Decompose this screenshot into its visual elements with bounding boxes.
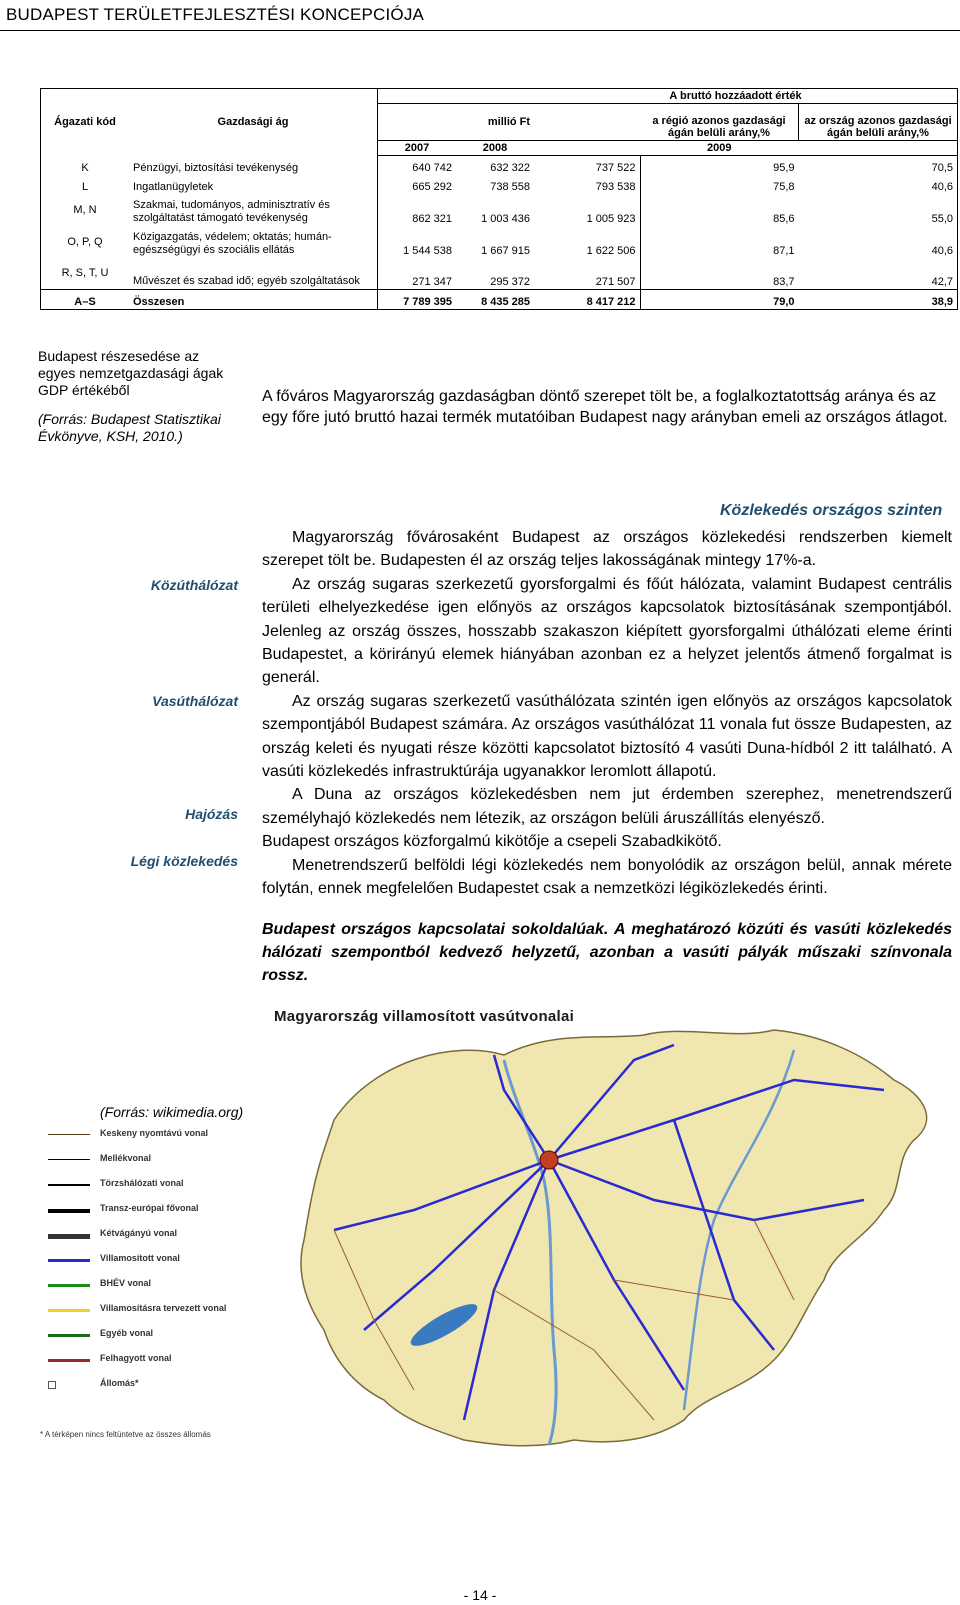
paragraph: Budapest országos közforgalmú kikötője a csepeli Szabadkikötő. (262, 833, 722, 851)
cell-name: Összesen (129, 290, 378, 310)
legend-label: Keskeny nyomtávú vonal (100, 1128, 209, 1138)
table-row (41, 258, 958, 290)
table-caption (38, 348, 238, 445)
cell-name: Ingatlanügyletek (129, 175, 378, 194)
table-total-row (41, 290, 958, 310)
cell-code: O, P, Q (41, 226, 130, 258)
cell-country: 40,6 (799, 175, 958, 194)
map-source: (Forrás: wikimedia.org) (100, 1104, 244, 1120)
cell-name: Közigazgatás, védelem; oktatás; humán-egészségügyi és szociális ellátás (129, 226, 378, 258)
side-label-ship: Hajózás (185, 806, 238, 822)
paragraph: Az ország sugaras szerkezetű vasúthálózata szintén igen előnyös az országos kapcsolatok szempontjából Budapest számára. Az országos vasúthálózat 11 vonala fut össze Budapesten, az ország keleti és nyugati része közötti kapcsolatot biztosító 4 vasúti Duna-hídból 2 itt található. A vasúti közlekedés infrastruktúrája ugyanakkor leromlott állapotú. (262, 692, 952, 781)
cell-region: 75,8 (773, 180, 795, 193)
th-mft: millió Ft (378, 104, 641, 141)
cell-2007: 1 544 538 (403, 244, 452, 257)
cell-name: Pénzügyi, biztosítási tevékenység (129, 156, 378, 175)
header-title: BUDAPEST TERÜLETFEJLESZTÉSI KONCEPCIÓJA (6, 5, 425, 24)
caption-source: (Forrás: Budapest Statisztikai Évkönyve, KSH, 2010.) (38, 411, 221, 444)
legend-label: Villamosított vonal (100, 1253, 180, 1263)
cell-region: 95,9 (773, 161, 795, 174)
legend-label: Transz-európai fővonal (100, 1203, 199, 1213)
legend-swatch (48, 1184, 90, 1186)
cell-country: 70,5 (799, 156, 958, 175)
th-country: az ország azonos gazdasági ágán belüli arány,% (799, 104, 958, 141)
cell-region: 83,7 (773, 276, 795, 288)
cell-region: 79,0 (640, 290, 799, 310)
th-2009: 2009 (640, 141, 799, 156)
legend-label: Felhagyott vonal (100, 1353, 172, 1363)
legend-swatch (48, 1134, 90, 1135)
map-title: Magyarország villamosított vasútvonalai (274, 1008, 575, 1025)
legend-item (48, 1178, 268, 1192)
cell-2008: 1 667 915 (481, 244, 530, 257)
th-2007: 2007 (378, 141, 457, 156)
cell-2009: 8 417 212 (534, 290, 640, 310)
gdp-table (40, 88, 958, 310)
cell-code: A–S (41, 290, 130, 310)
legend-swatch (48, 1259, 90, 1262)
legend-item (48, 1128, 268, 1142)
cell-country: 55,0 (799, 194, 958, 226)
paragraph: Menetrendszerű belföldi légi közlekedés nem bonyolódik az országon belül, annak mérete folytán, ennek megfelelően Budapestet csak a nemzetközi légiközlekedés érinti. (262, 856, 952, 898)
paragraph: A Duna az országos közlekedésben nem jut érdemben szerephez, menetrendszerű személyhajó közlekedés nem létezik, az országon belüli áruszállítás elenyésző. (262, 786, 952, 827)
caption-text: Budapest részesedése az egyes nemzetgazdasági ágak GDP értékéből (38, 348, 224, 398)
side-label-road: Közúthálózat (150, 577, 238, 593)
legend-item (48, 1303, 268, 1317)
th-2008: 2008 (456, 141, 534, 156)
cell-2008: 1 003 436 (481, 212, 530, 225)
section-body (262, 526, 952, 901)
cell-name: Művészet és szabad idő; egyéb szolgáltatások (129, 258, 378, 290)
legend-swatch (48, 1359, 90, 1362)
cell-2007: 271 347 (412, 276, 452, 288)
cell-country: 38,9 (799, 290, 958, 310)
th-region: a régió azonos gazdasági ágán belüli arány,% (640, 104, 799, 141)
legend-swatch (48, 1381, 56, 1389)
cell-name: Szakmai, tudományos, adminisztratív és szolgáltatást támogató tevékenység (129, 194, 378, 226)
th-group: A bruttó hozzáadott érték (378, 89, 958, 104)
legend-item (48, 1153, 268, 1167)
section-title: Közlekedés országos szinten (720, 502, 943, 519)
side-label-air: Légi közlekedés (130, 853, 238, 869)
map-country-shape (301, 1030, 927, 1446)
legend-item (48, 1278, 268, 1292)
conclusion-text: Budapest országos kapcsolatai sokoldalúak. A meghatározó közúti és vasúti közlekedés hálózati szempontból kedvező helyzetű, azonban a vasúti pályák műszaki színvonala rossz. (262, 921, 952, 984)
cell-2007: 7 789 395 (378, 290, 457, 310)
intro-paragraph: A főváros Magyarország gazdaságban döntő szerepet tölt be, a foglalkoztatottság aránya és az egy főre jutó bruttó hazai termék mutatóiban Budapest nagy arányban emeli az országos átlagot. (262, 388, 948, 426)
cell-code: K (41, 156, 130, 175)
legend-swatch (48, 1334, 90, 1337)
legend-item (48, 1253, 268, 1267)
cell-2009: 1 622 506 (534, 226, 640, 258)
cell-2008: 295 372 (490, 276, 530, 288)
legend-item (48, 1203, 268, 1217)
legend-label: Állomás* (100, 1378, 139, 1388)
legend-label: Egyéb vonal (100, 1328, 154, 1338)
cell-2009: 271 507 (534, 258, 640, 290)
legend-swatch (48, 1284, 90, 1287)
cell-2009: 793 538 (534, 175, 640, 194)
cell-2008: 738 558 (490, 180, 530, 193)
page-number: - 14 - (463, 1587, 497, 1603)
legend-label: BHÉV vonal (100, 1278, 152, 1288)
legend-item (48, 1228, 268, 1242)
map-note: * A térképen nincs feltüntetve az összes állomás (40, 1430, 211, 1439)
legend-label: Mellékvonal (100, 1153, 152, 1163)
cell-2007: 640 742 (412, 161, 452, 174)
legend-item (48, 1328, 268, 1342)
legend-swatch (48, 1159, 90, 1160)
table-row (41, 226, 958, 258)
table-row (41, 175, 958, 194)
cell-2009: 1 005 923 (534, 194, 640, 226)
cell-region: 85,6 (773, 212, 795, 225)
legend-item (48, 1353, 268, 1367)
paragraph: Az ország sugaras szerkezetű gyorsforgalmi és főút hálózata, valamint Budapest centrális területi elhelyezkedése igen előnyös az országos kapcsolatok biztosításának szempontjából. Jelenleg az ország összes, hosszabb szakaszon kiépített gyorsforgalmi úthálózati eleme érinti Budapestet, a körirányú elemek hiányában azonban ez a helyzet jelentős átmenő forgalmat is generál. (262, 575, 952, 687)
side-label-rail: Vasúthálózat (152, 693, 238, 709)
table-row (41, 156, 958, 175)
cell-region: 87,1 (773, 244, 795, 257)
legend-swatch (48, 1309, 90, 1312)
cell-2008: 632 322 (490, 161, 530, 174)
cell-2007: 665 292 (412, 180, 452, 193)
legend-swatch (48, 1209, 90, 1213)
legend-label: Kétvágányú vonal (100, 1228, 178, 1238)
cell-code: M, N (41, 194, 130, 226)
legend-label: Villamosításra tervezett vonal (100, 1303, 227, 1313)
cell-country: 40,6 (799, 226, 958, 258)
legend-swatch (48, 1234, 90, 1239)
cell-country: 42,7 (799, 258, 958, 290)
legend-item (48, 1378, 268, 1392)
cell-2008: 8 435 285 (456, 290, 534, 310)
legend-label: Törzshálózati vonal (100, 1178, 184, 1188)
table-row (41, 194, 958, 226)
paragraph: Magyarország fővárosaként Budapest az országos közlekedési rendszerben kiemelt szerepet tölt be. Budapesten él az ország teljes lakosságának mintegy 17%-a. (262, 529, 952, 570)
th-sector: Gazdasági ág (129, 89, 378, 156)
cell-2007: 862 321 (412, 212, 452, 225)
cell-code: R, S, T, U (41, 258, 130, 290)
page-header (0, 0, 960, 31)
th-code: Ágazati kód (41, 89, 130, 156)
budapest-marker (540, 1151, 558, 1169)
cell-2009: 737 522 (534, 156, 640, 175)
cell-code: L (41, 175, 130, 194)
